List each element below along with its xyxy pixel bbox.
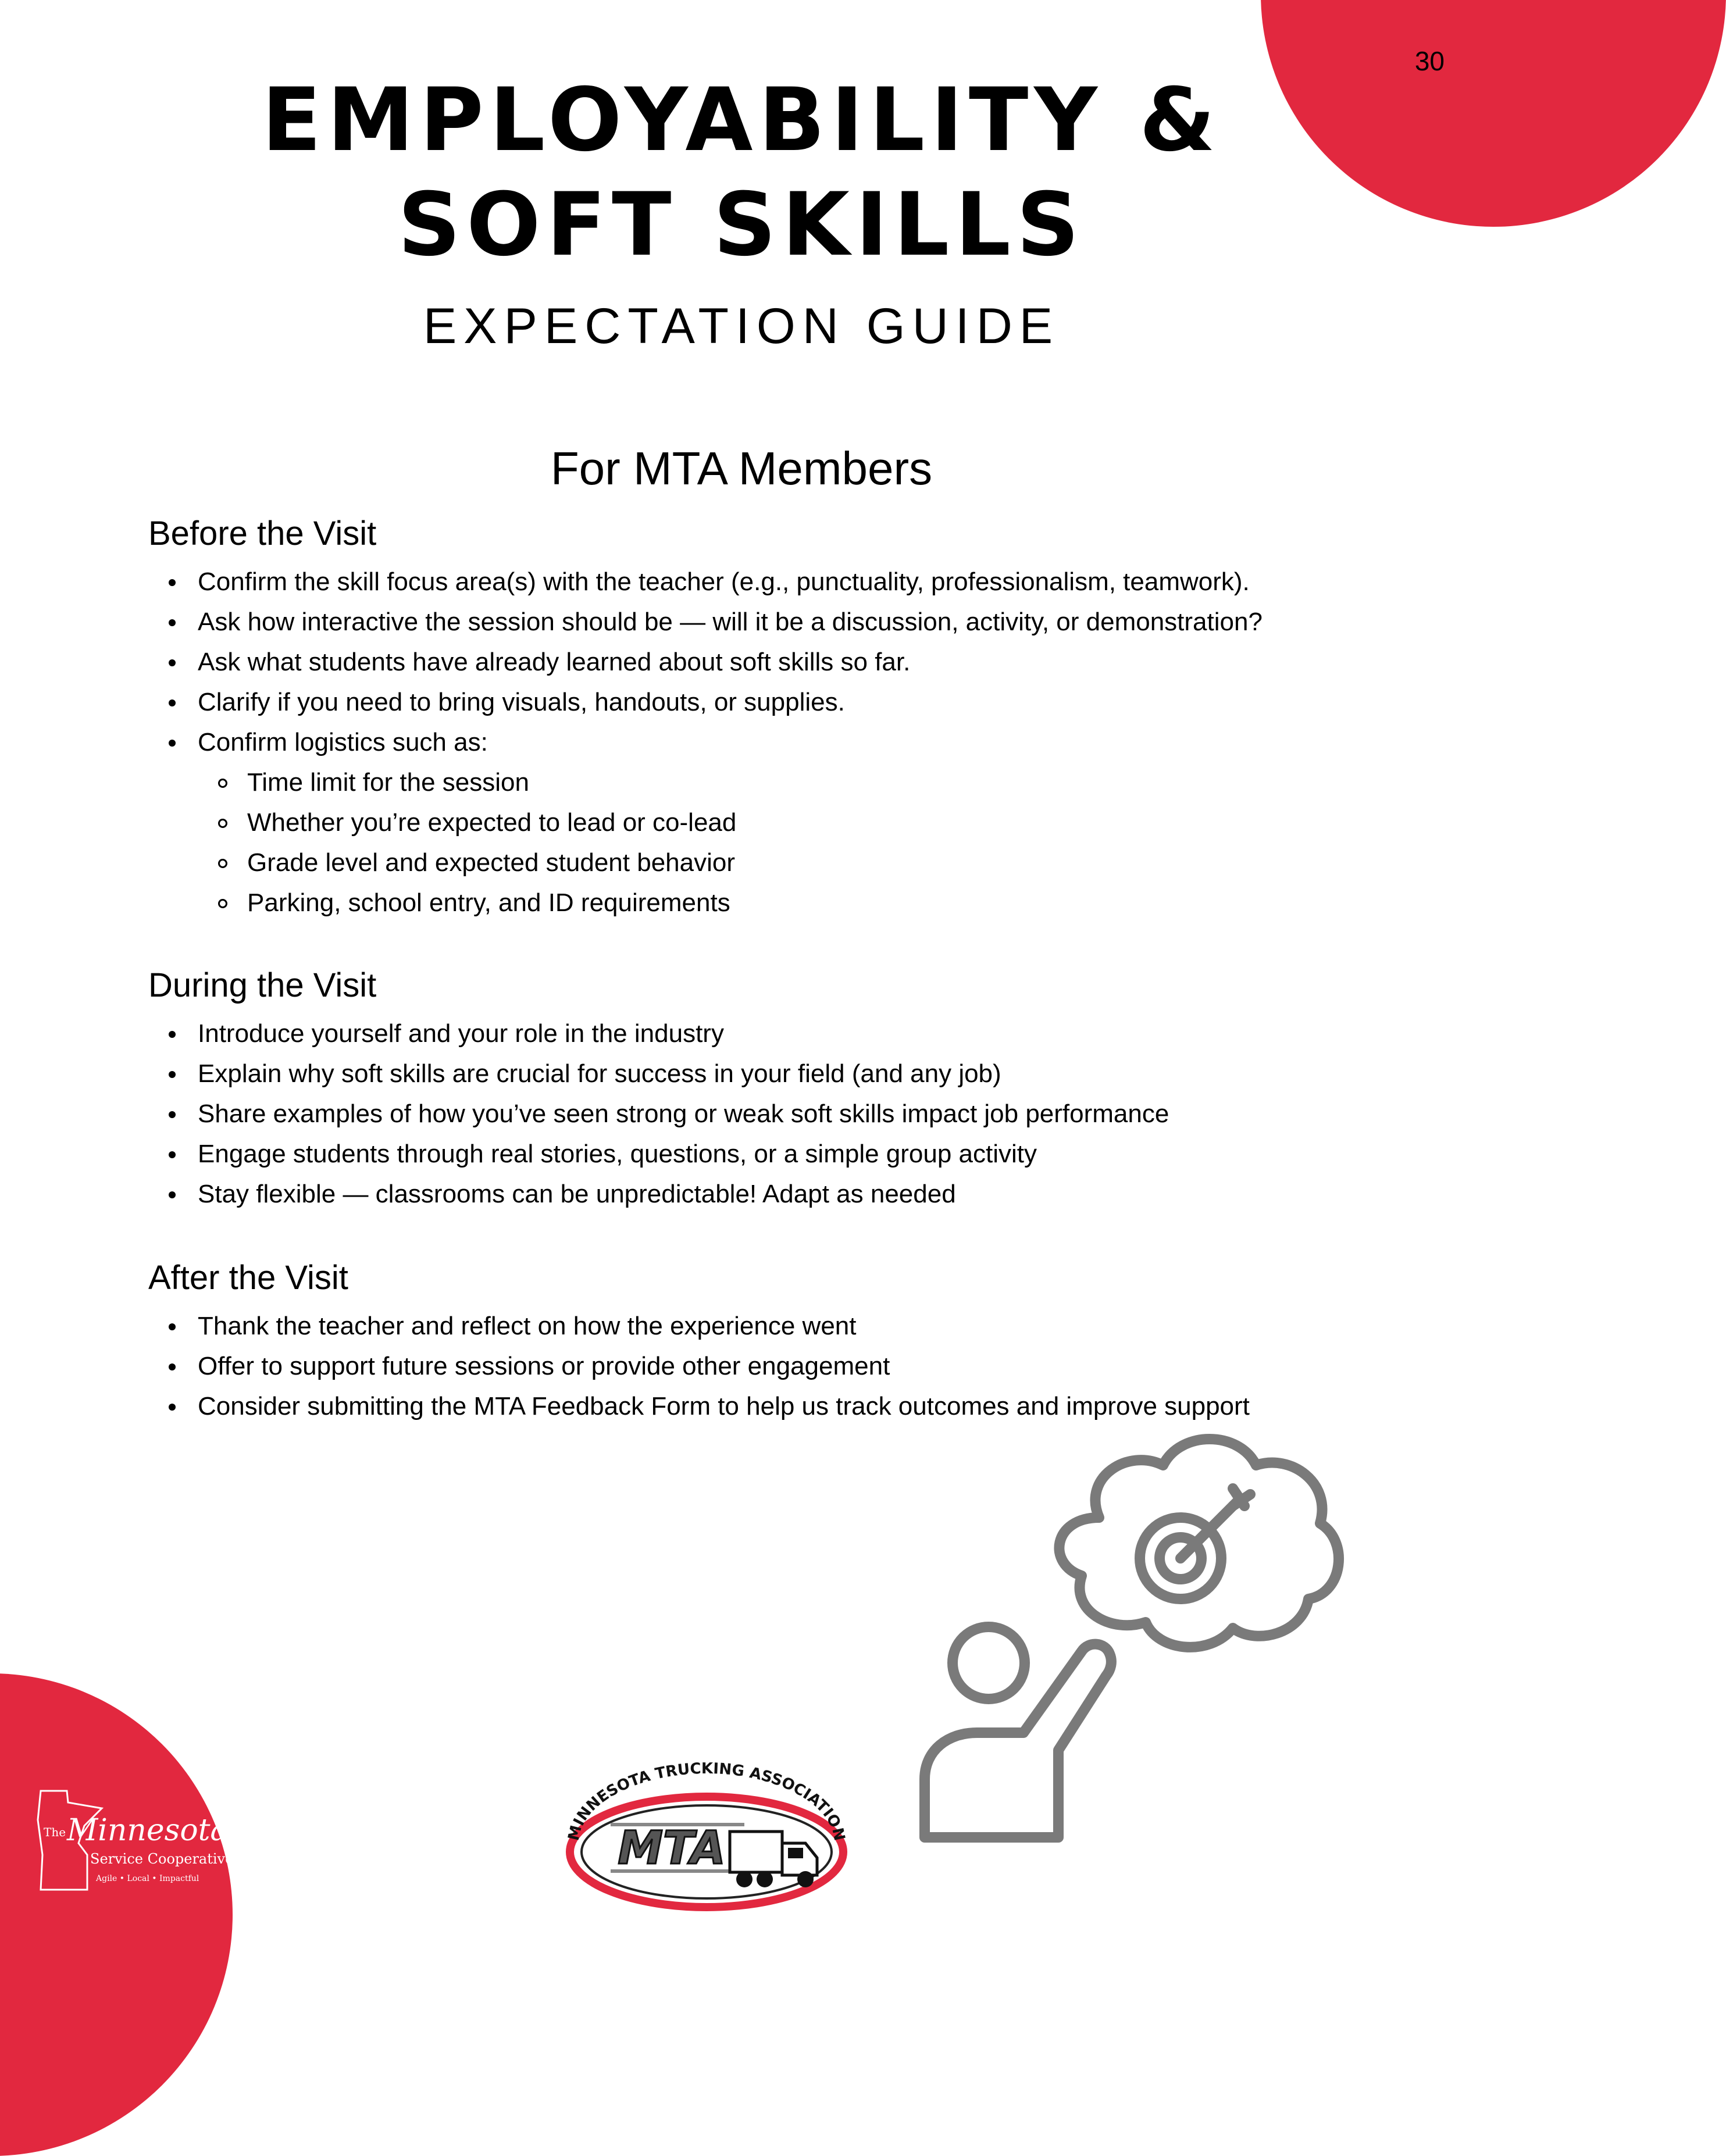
mta-logo bbox=[555, 1744, 858, 1913]
list-item: Clarify if you need to bring visuals, handouts, or supplies. bbox=[148, 682, 1370, 722]
bullet-list bbox=[148, 562, 1370, 923]
page-subtitle: EXPECTATION GUIDE bbox=[423, 298, 1060, 354]
list-item: Thank the teacher and reflect on how the experience went bbox=[148, 1306, 1370, 1346]
person-thinking-target-icon bbox=[907, 1407, 1349, 1861]
page-number: 30 bbox=[1414, 46, 1445, 76]
list-item: Explain why soft skills are crucial for success in your field (and any job) bbox=[148, 1054, 1370, 1094]
list-item: Share examples of how you’ve seen strong or weak soft skills impact job performance bbox=[148, 1094, 1370, 1134]
corner-decoration-bottom-left bbox=[0, 1673, 233, 2156]
msc-logo-tagline: Agile • Local • Impactful bbox=[96, 1874, 199, 1883]
list-item: Offer to support future sessions or provide other engagement bbox=[148, 1346, 1370, 1386]
minnesota-service-cooperatives-logo bbox=[26, 1785, 241, 1901]
list-item: Introduce yourself and your role in the industry bbox=[148, 1013, 1370, 1054]
sub-list-item: Grade level and expected student behavior bbox=[148, 843, 1370, 883]
section-heading: Before the Visit bbox=[148, 515, 377, 552]
msc-logo-the: The bbox=[44, 1825, 66, 1839]
page-title-line1: EMPLOYABILITY & bbox=[262, 70, 1221, 171]
mta-logo-arc-text: MINNESOTA TRUCKING ASSOCIATION bbox=[565, 1760, 848, 1843]
sub-list-item: Time limit for the session bbox=[148, 762, 1370, 802]
bullet-list bbox=[148, 1013, 1370, 1214]
page-title-line2: SOFT SKILLS bbox=[398, 174, 1085, 276]
section-heading: During the Visit bbox=[148, 966, 377, 1004]
audience-heading: For MTA Members bbox=[550, 442, 933, 494]
list-item: Engage students through real stories, questions, or a simple group activity bbox=[148, 1134, 1370, 1174]
list-item: Stay flexible — classrooms can be unpredictable! Adapt as needed bbox=[148, 1174, 1370, 1214]
section-heading: After the Visit bbox=[148, 1259, 348, 1297]
section-during-visit bbox=[148, 962, 1370, 1214]
list-item: Ask what students have already learned about soft skills so far. bbox=[148, 642, 1370, 682]
list-item: Confirm logistics such as: bbox=[148, 722, 1370, 762]
mta-logo-letters: MTA bbox=[618, 1822, 726, 1875]
sub-list-item: Parking, school entry, and ID requirements bbox=[148, 883, 1370, 923]
sub-list-item: Whether you’re expected to lead or co-lead bbox=[148, 802, 1370, 843]
list-item: Consider submitting the MTA Feedback Form to help us track outcomes and improve support bbox=[148, 1386, 1370, 1426]
section-after-visit bbox=[148, 1255, 1370, 1426]
section-before-visit bbox=[148, 511, 1370, 923]
list-item: Confirm the skill focus area(s) with the teacher (e.g., punctuality, professionalism, teamwork). bbox=[148, 562, 1370, 602]
msc-logo-line2: Service Cooperatives bbox=[90, 1851, 241, 1867]
msc-logo-name: Minnesota bbox=[67, 1813, 229, 1848]
list-item: Ask how interactive the session should be — will it be a discussion, activity, or demonstration? bbox=[148, 602, 1370, 642]
